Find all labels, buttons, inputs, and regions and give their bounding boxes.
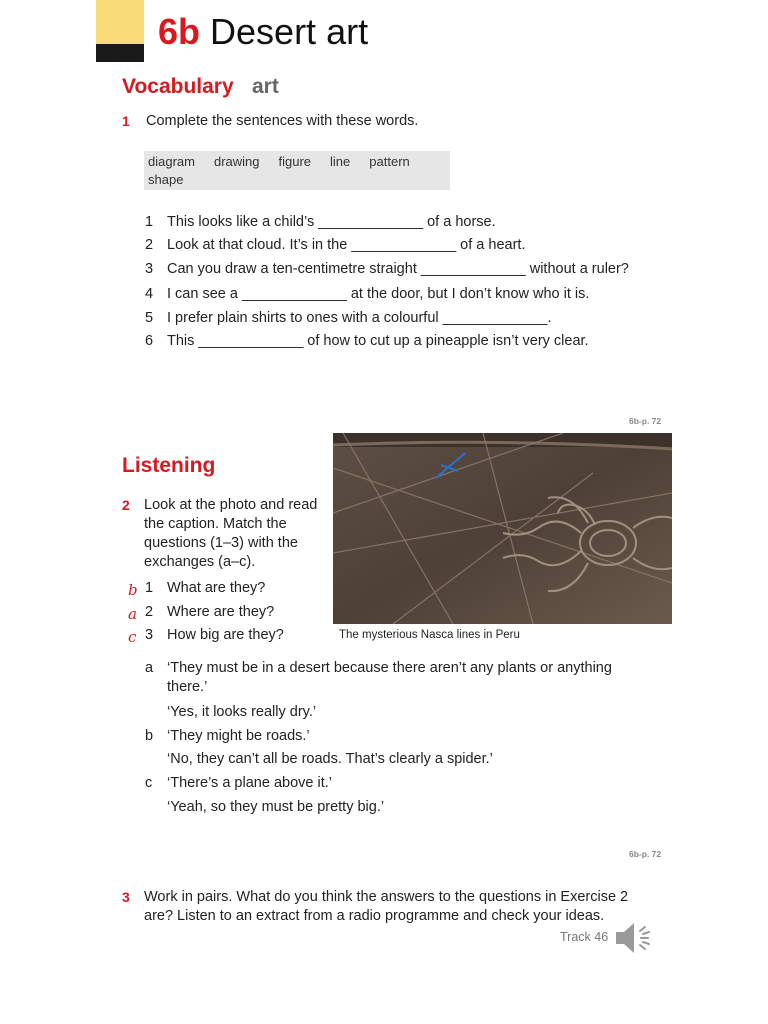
question-text: Where are they?	[167, 604, 275, 620]
question-number: 1	[145, 580, 154, 596]
exercise-number: 1	[122, 113, 130, 129]
vocabulary-subheading: art	[252, 75, 279, 98]
sentence-text: I prefer plain shirts to ones with a colourful _____________.	[167, 310, 552, 326]
exchange-line: ‘No, they can’t all be roads. That’s clearly a spider.’	[167, 751, 493, 767]
question-text: How big are they?	[167, 627, 284, 643]
exchange-line: ‘They might be roads.’	[167, 728, 310, 744]
sentence-number: 1	[145, 214, 154, 230]
photo-caption: The mysterious Nasca lines in Peru	[339, 629, 520, 641]
sentence-number: 4	[145, 286, 154, 302]
exercise-instruction	[144, 496, 317, 572]
instruction-line: exchanges (a–c).	[144, 554, 256, 570]
sentence-item	[145, 309, 552, 328]
sentence-text: This looks like a child’s _____________ of a horse.	[167, 214, 496, 230]
sentence-number: 6	[145, 333, 154, 349]
page-reference: 6b-p. 72	[629, 849, 662, 859]
handwritten-answer: c	[128, 628, 137, 646]
exchange-line: there.’	[167, 679, 208, 695]
sentence-item	[145, 213, 496, 232]
sentence-text: Can you draw a ten-centimetre straight _____________ without a ruler?	[167, 261, 629, 277]
exchange-line: ‘There’s a plane above it.’	[167, 775, 332, 791]
sentence-item	[145, 236, 525, 255]
nasca-lines-photo	[333, 433, 672, 624]
sentence-text: I can see a _____________ at the door, but I don’t know who it is.	[167, 286, 590, 302]
question-text: What are they?	[167, 580, 266, 596]
handwritten-answer: b	[128, 581, 138, 599]
word-chip: diagram	[148, 154, 195, 169]
word-chip: shape	[148, 172, 184, 187]
speaker-icon[interactable]	[612, 918, 656, 958]
instruction-line: questions (1–3) with the	[144, 535, 298, 551]
sentence-number: 2	[145, 237, 154, 253]
listening-heading: Listening	[122, 454, 216, 477]
question-number: 2	[145, 604, 154, 620]
word-chip: drawing	[213, 154, 260, 169]
unit-tab	[96, 0, 144, 44]
exchange-letter: b	[145, 728, 154, 744]
vocabulary-heading: Vocabulary	[122, 75, 234, 98]
exercise-number: 3	[122, 889, 130, 905]
exchange-line: ‘They must be in a desert because there aren’t any plants or anything	[167, 660, 612, 676]
exercise-instruction: Complete the sentences with these words.	[146, 113, 419, 129]
exercise-number: 2	[122, 497, 130, 513]
unit-code: 6b	[158, 11, 201, 52]
sentence-number: 5	[145, 310, 154, 326]
exchange-letter: a	[145, 660, 154, 676]
sentence-number: 3	[145, 261, 154, 277]
handwritten-answer: a	[128, 605, 137, 623]
question-item	[145, 579, 265, 598]
word-chip: line	[330, 154, 351, 169]
question-item	[145, 603, 274, 622]
question-number: 3	[145, 627, 154, 643]
page-reference: 6b-p. 72	[629, 416, 662, 426]
track-label: Track 46	[560, 930, 609, 944]
instruction-line: are? Listen to an extract from a radio programme and check your ideas.	[144, 908, 605, 924]
exchange-line: ‘Yes, it looks really dry.’	[167, 704, 317, 720]
sentence-item	[145, 285, 589, 304]
instruction-line: Look at the photo and read	[144, 497, 318, 513]
exchange-line: ‘Yeah, so they must be pretty big.’	[167, 799, 385, 815]
unit-tab-bar	[96, 44, 144, 62]
sentence-text: Look at that cloud. It’s in the _____________ of a heart.	[167, 237, 526, 253]
exchange-letter: c	[145, 775, 153, 791]
nasca-lines-image	[333, 433, 672, 624]
exercise-instruction	[144, 888, 628, 926]
word-chip: pattern	[369, 154, 410, 169]
word-chip: figure	[278, 154, 312, 169]
unit-name: Desert art	[210, 11, 369, 52]
sentence-text: This _____________ of how to cut up a pineapple isn’t very clear.	[167, 333, 589, 349]
word-box	[144, 151, 450, 190]
speaker-icon-graphic	[612, 918, 656, 958]
sentence-item	[145, 332, 589, 351]
page-title	[158, 10, 368, 54]
sentence-item	[145, 260, 629, 279]
instruction-line: Work in pairs. What do you think the answers to the questions in Exercise 2	[144, 889, 629, 905]
instruction-line: the caption. Match the	[144, 516, 287, 532]
question-item	[145, 626, 284, 645]
